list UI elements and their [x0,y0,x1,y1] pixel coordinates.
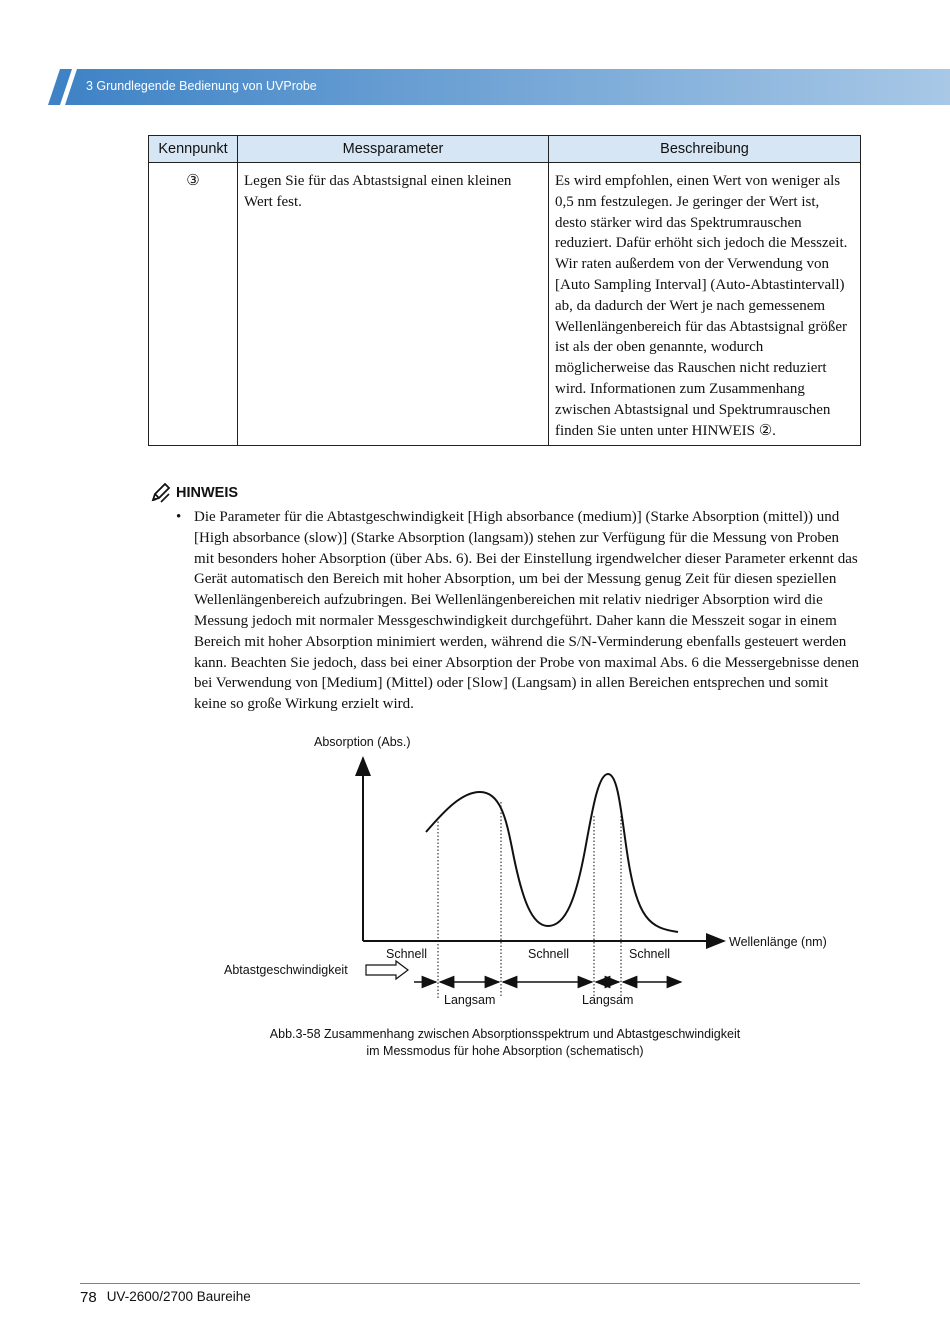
fast-label-2: Schnell [528,947,569,961]
column-header-beschreibung: Beschreibung [549,136,861,163]
speed-hollow-arrow [366,961,408,979]
absorption-curve [426,774,678,932]
fast-label-3: Schnell [629,947,670,961]
section-header: 3 Grundlegende Bedienung von UVProbe [86,79,317,93]
slow-label-1: Langsam [444,993,496,1007]
pencil-icon [150,483,172,503]
note-heading [150,483,238,503]
boundary-lines [438,802,621,998]
page-footer [80,1289,251,1306]
speed-label: Abtastgeschwindigkeit [224,963,348,977]
cell-description: Es wird empfohlen, einen Wert von weniger als 0,5 nm festzulegen. Je geringer der Wert ist, desto stärker wird das Spektrumrauschen reduziert. Dafür erhöht sich jedoch die Messzeit. Wir raten außerdem von der Verwendung von [Auto Sampling Interval] (Auto-Abtastintervall) ab, da dadurch der Wert je nach gemessenem Wellenlängenbereich für das Abtastsignal größer ist als der oben genannte, wodurch möglicherweise das Rauschen nicht reduziert wird. Informationen zum Zusammenhang zwischen Abtastsignal und Spektrumrauschen finden Sie unten unter HINWEIS ②. [549,163,861,446]
table-row [149,163,861,446]
figure-caption [200,1026,810,1060]
page-number: 78 [80,1289,97,1306]
absorption-speed-diagram [0,730,950,1020]
column-header-messparameter: Messparameter [238,136,549,163]
footer-divider [80,1283,860,1284]
caption-line-2: im Messmodus für hohe Absorption (schematisch) [366,1044,644,1058]
cell-parameter: Legen Sie für das Abtastsignal einen kleinen Wert fest. [238,163,549,446]
cell-key: ③ [149,163,238,446]
column-header-kennpunkt: Kennpunkt [149,136,238,163]
note-text: Die Parameter für die Abtastgeschwindigkeit [High absorbance (medium)] (Starke Absorption (mittel)) und [High absorbance (slow)] (Starke Absorption (langsam)) stehen zur Verfügung für die Messung von Proben mit besonders hoher Absorption (über Abs. 6). Bei der Einstellung irgendwelcher dieser Parameter erkennt das Gerät automatisch den Bereich mit hoher Absorption, um bei der Messung genug Zeit für diesen speziellen Wellenlängenbereich aufzubringen. Bei Wellenlängenbereichen mit relativ niedriger Absorption wird die Messung jedoch mit normaler Messgeschwindigkeit durchgeführt. Daher kann die Messzeit sogar in einem Bereich mit hoher Absorption minimiert werden, während die S/N-Verminderung ebenfalls gesteuert werden kann. Beachten Sie jedoch, dass bei einer Absorption der Probe von maximal Abs. 6 die Messergebnisse denen bei Verwendung von [Medium] (Mittel) oder [Slow] (Langsam) in allen Bereichen entsprechen und somit keine so große Wirkung erzielt wird. [194,509,859,713]
x-axis-label: Wellenlänge (nm) [729,935,827,949]
note-item [176,507,862,715]
parameter-table [148,135,861,446]
fast-label-1: Schnell [386,947,427,961]
product-name: UV-2600/2700 Baureihe [106,1289,251,1304]
slow-label-2: Langsam [582,993,634,1007]
note-title: HINWEIS [176,485,239,501]
y-axis-label: Absorption (Abs.) [314,735,411,749]
table-header-row [149,136,861,163]
note-bullet: • [176,509,182,525]
caption-line-1: Abb.3-58 Zusammenhang zwischen Absorptionsspektrum und Abtastgeschwindigkeit [269,1027,741,1041]
